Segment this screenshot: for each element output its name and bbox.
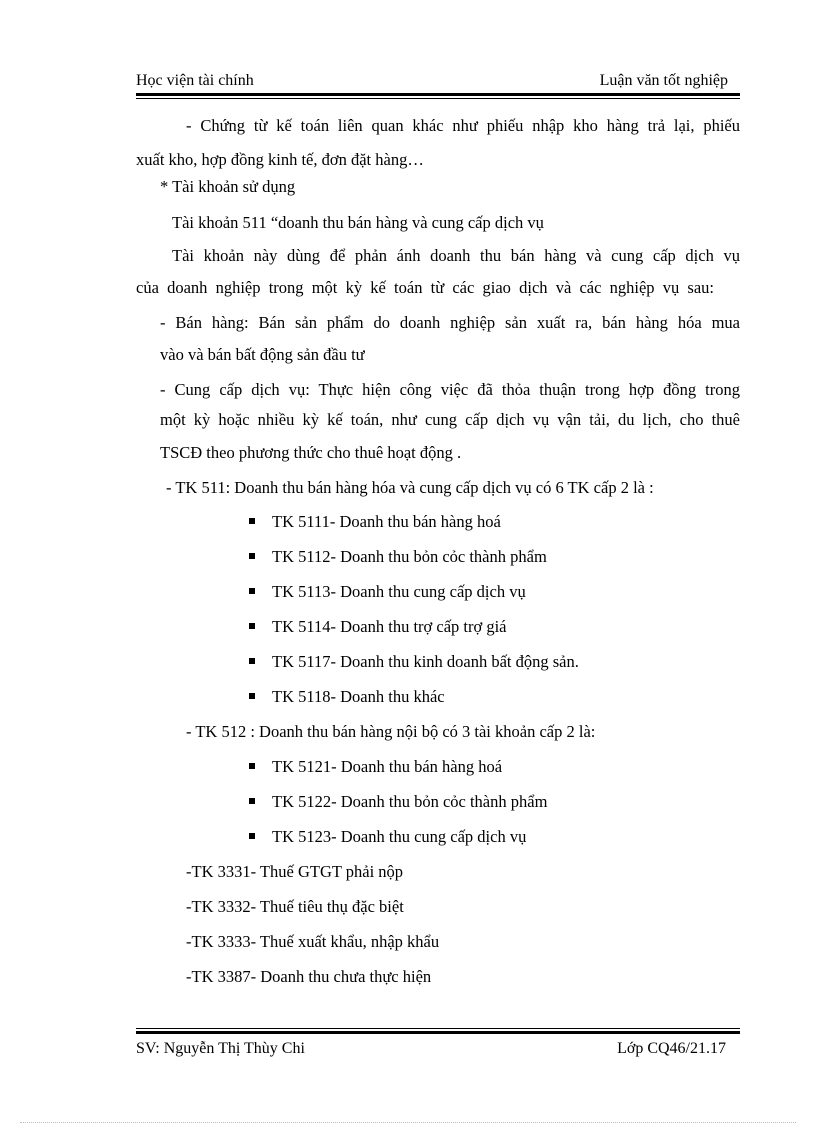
bullet-icon xyxy=(249,693,255,699)
paragraph-line: - Bán hàng: Bán sản phẩm do doanh nghiệp sản xuất ra, bán hàng hóa mua xyxy=(160,313,740,332)
paragraph-line: vào và bán bất động sản đầu tư xyxy=(160,345,365,364)
list-item: TK 5111- Doanh thu bán hàng hoá xyxy=(272,512,501,531)
paragraph-line: - Cung cấp dịch vụ: Thực hiện công việc đã thỏa thuận trong hợp đồng trong xyxy=(160,380,740,399)
page-footer xyxy=(136,1040,740,1060)
bullet-icon xyxy=(249,518,255,524)
account-line: -TK 3331- Thuế GTGT phải nộp xyxy=(186,862,404,881)
list-item: TK 5121- Doanh thu bán hàng hoá xyxy=(272,757,503,776)
bullet-icon xyxy=(249,623,255,629)
header-institution: Học viện tài chính xyxy=(136,72,254,89)
bullet-icon xyxy=(249,588,255,594)
paragraph-line: - Chứng từ kế toán liên quan khác như phiếu nhập kho hàng trả lại, phiếu xyxy=(186,116,740,135)
account-line: -TK 3332- Thuế tiêu thụ đặc biệt xyxy=(186,897,404,916)
bullet-icon xyxy=(249,833,255,839)
paragraph-line: xuất kho, hợp đồng kinh tế, đơn đặt hàng… xyxy=(136,150,424,169)
bullet-icon xyxy=(249,553,255,559)
list-item: TK 5122- Doanh thu bỏn cỏc thành phẩm xyxy=(272,792,548,811)
footer-class: Lớp CQ46/21.17 xyxy=(617,1040,726,1057)
bullet-icon xyxy=(249,798,255,804)
list-item: TK 5112- Doanh thu bỏn cỏc thành phẩm xyxy=(272,547,547,566)
list-item: TK 5113- Doanh thu cung cấp dịch vụ xyxy=(272,582,526,601)
page-header xyxy=(136,72,740,92)
paragraph-line: của doanh nghiệp trong một kỳ kế toán từ các giao dịch và các nghiệp vụ sau: xyxy=(136,278,714,297)
account-subheading: - TK 511: Doanh thu bán hàng hóa và cung cấp dịch vụ có 6 TK cấp 2 là : xyxy=(166,478,654,497)
paragraph-line: TSCĐ theo phương thức cho thuê hoạt động . xyxy=(160,443,462,462)
list-item: TK 5118- Doanh thu khác xyxy=(272,687,445,706)
header-rule xyxy=(136,93,740,99)
account-subheading: - TK 512 : Doanh thu bán hàng nội bộ có 3 tài khoản cấp 2 là: xyxy=(186,722,596,741)
header-document-type: Luận văn tốt nghiệp xyxy=(599,72,728,89)
paragraph-line: Tài khoản này dùng để phản ánh doanh thu bán hàng và cung cấp dịch vụ xyxy=(172,246,740,265)
footer-rule xyxy=(136,1028,740,1034)
account-title: Tài khoản 511 “doanh thu bán hàng và cung cấp dịch vụ xyxy=(172,213,544,232)
section-heading: * Tài khoản sử dụng xyxy=(160,177,296,196)
paragraph-line: một kỳ hoặc nhiều kỳ kế toán, như cung cấp dịch vụ vận tải, du lịch, cho thuê xyxy=(160,410,740,429)
bullet-icon xyxy=(249,763,255,769)
list-item: TK 5114- Doanh thu trợ cấp trợ giá xyxy=(272,617,507,636)
account-line: -TK 3387- Doanh thu chưa thực hiện xyxy=(186,967,432,986)
list-item: TK 5123- Doanh thu cung cấp dịch vụ xyxy=(272,827,527,846)
account-line: -TK 3333- Thuế xuất khẩu, nhập khẩu xyxy=(186,932,440,951)
bullet-icon xyxy=(249,658,255,664)
list-item: TK 5117- Doanh thu kinh doanh bất động sản. xyxy=(272,652,579,671)
footer-student-name: SV: Nguyễn Thị Thùy Chi xyxy=(136,1040,305,1057)
